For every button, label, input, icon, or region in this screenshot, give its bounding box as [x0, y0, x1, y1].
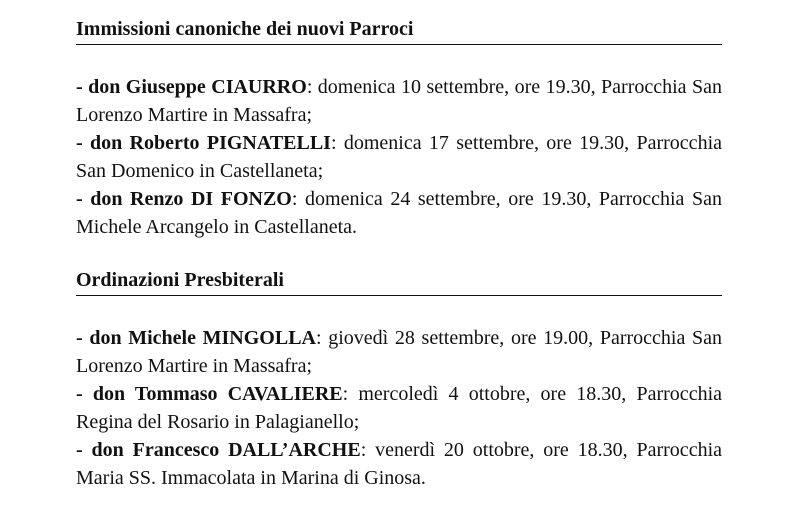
entry-list: [76, 73, 722, 241]
section-ordinazioni-presbiterali: [76, 265, 722, 492]
entry-name: - don Roberto PIGNATELLI: [76, 132, 331, 154]
list-item: [76, 324, 722, 380]
entry-name: - don Francesco DALL’ARCHE: [76, 439, 361, 461]
entry-detail: : domenica 17 settembre, ore 19.30, Parrocchia San Domenico in Castellaneta;: [76, 132, 722, 182]
document-page: [76, 14, 722, 492]
list-item: [76, 380, 722, 436]
entry-name: - don Michele MINGOLLA: [76, 327, 316, 349]
entry-detail: : domenica 24 settembre, ore 19.30, Parrocchia San Michele Arcangelo in Castellaneta.: [76, 188, 722, 238]
entry-detail: : venerdì 20 ottobre, ore 18.30, Parrocchia Maria SS. Immacolata in Marina di Ginosa.: [76, 439, 722, 489]
section-heading: Immissioni canoniche dei nuovi Parroci: [76, 14, 722, 45]
entry-name: - don Giuseppe CIAURRO: [76, 76, 307, 98]
entry-detail: : giovedì 28 settembre, ore 19.00, Parrocchia San Lorenzo Martire in Massafra;: [76, 327, 722, 377]
entry-detail: : domenica 10 settembre, ore 19.30, Parrocchia San Lorenzo Martire in Massafra;: [76, 76, 722, 126]
list-item: [76, 129, 722, 185]
entry-name: - don Renzo DI FONZO: [76, 188, 292, 210]
list-item: [76, 436, 722, 492]
entry-detail: : mercoledì 4 ottobre, ore 18.30, Parrocchia Regina del Rosario in Palagianello;: [76, 383, 722, 433]
entry-name: - don Tommaso CAVALIERE: [76, 383, 343, 405]
section-immissioni-canoniche: [76, 14, 722, 241]
entry-list: [76, 324, 722, 492]
list-item: [76, 185, 722, 241]
list-item: [76, 73, 722, 129]
section-heading: Ordinazioni Presbiterali: [76, 265, 722, 296]
